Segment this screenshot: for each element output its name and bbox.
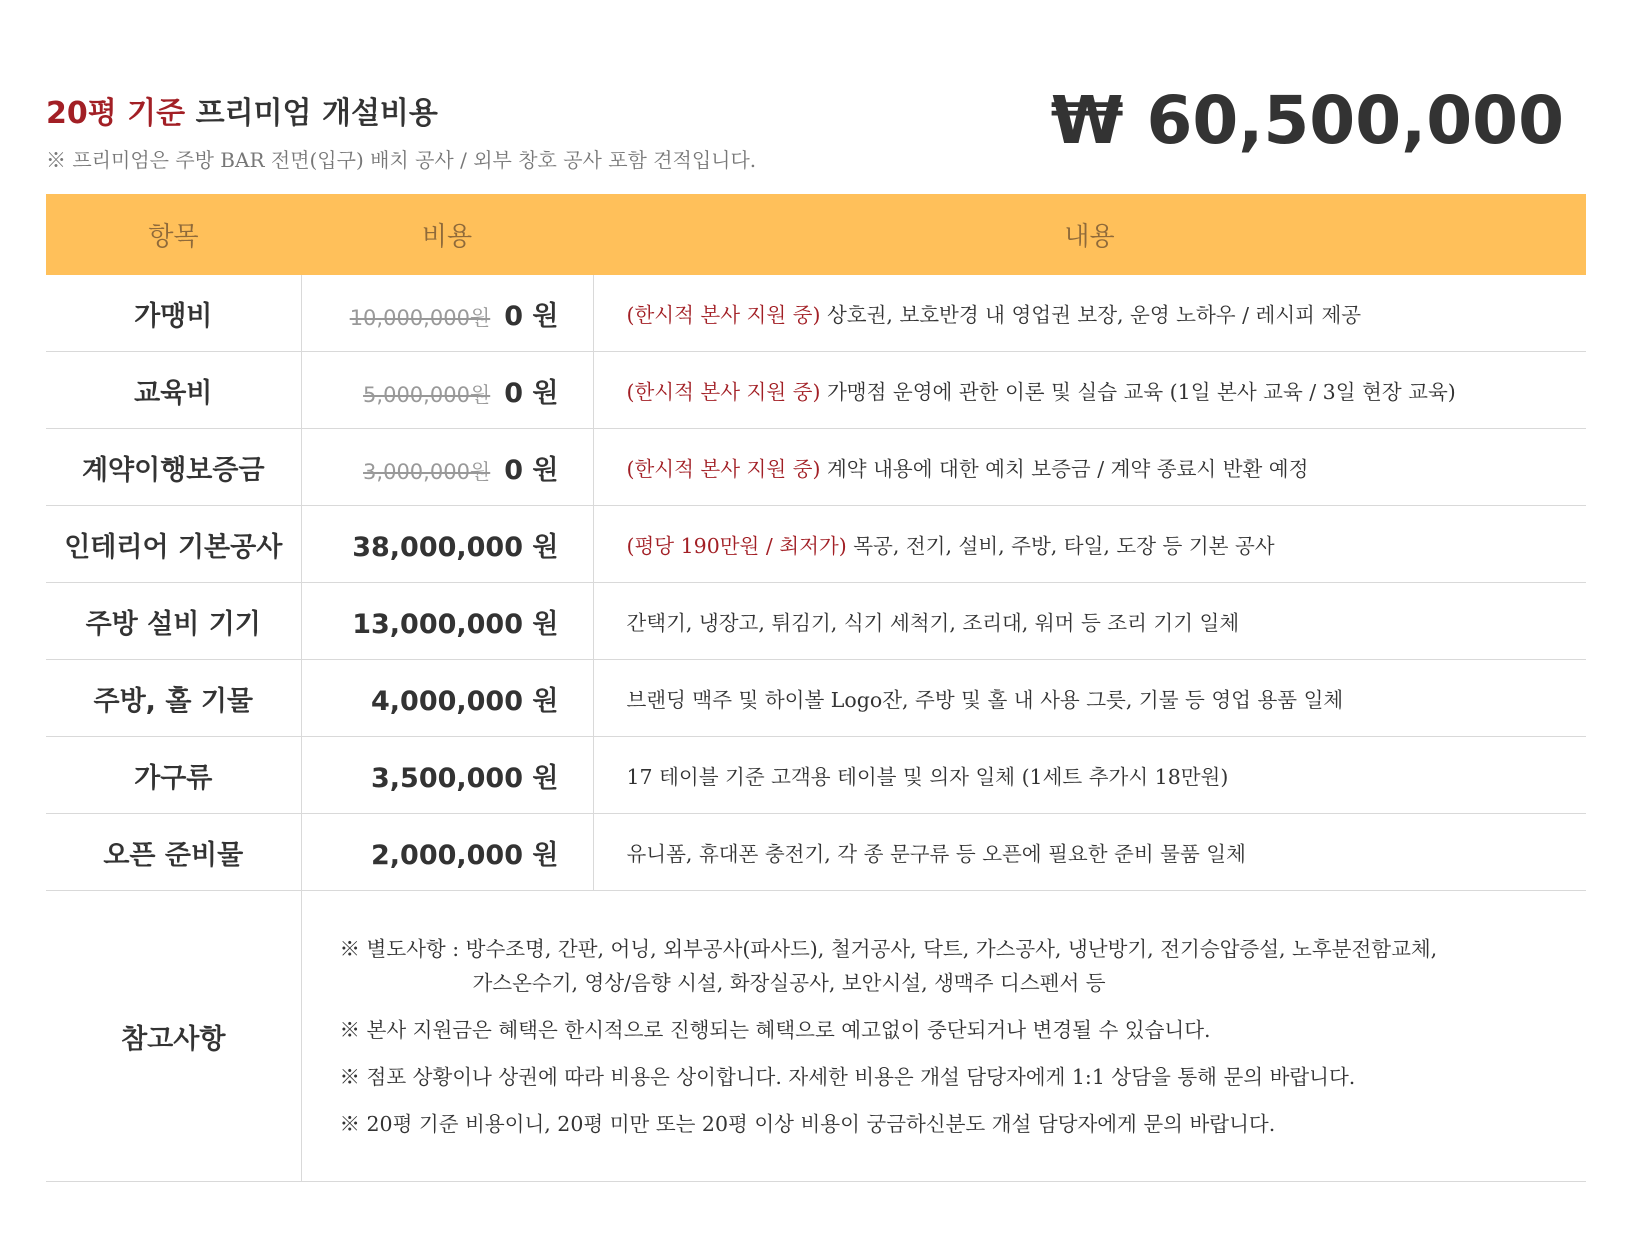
support-tag: (한시적 본사 지원 중) [626, 380, 821, 404]
page-subtitle: ※ 프리미엄은 주방 BAR 전면(입구) 배치 공사 / 외부 창호 공사 포함 견적입니다. [46, 148, 757, 172]
table-row [46, 814, 1586, 891]
header-cost: 비용 [301, 194, 593, 275]
row-content [593, 660, 1586, 737]
row-item: 오픈 준비물 [46, 814, 301, 891]
row-cost [301, 275, 593, 352]
row-content [593, 506, 1586, 583]
support-tag: (한시적 본사 지원 중) [626, 303, 821, 327]
row-content [593, 814, 1586, 891]
old-price: 10,000,000원 [349, 305, 491, 330]
price: 4,000,000 원 [370, 685, 559, 717]
row-content [593, 352, 1586, 429]
row-description: 17 테이블 기준 고객용 테이블 및 의자 일체 (1세트 추가시 18만원) [626, 765, 1229, 789]
row-description: 브랜딩 맥주 및 하이볼 Logo잔, 주방 및 홀 내 사용 그릇, 기물 등 영업 용품 일체 [626, 688, 1344, 712]
table-row [46, 429, 1586, 506]
cost-table [46, 194, 1586, 1182]
note-line: ※ 점포 상황이나 상권에 따라 비용은 상이합니다. 자세한 비용은 개설 담당자에게 1:1 상담을 통해 문의 바랍니다. [339, 1064, 1356, 1089]
table-row [46, 583, 1586, 660]
old-price: 5,000,000원 [363, 382, 491, 407]
row-item: 가구류 [46, 737, 301, 814]
table-row [46, 275, 1586, 352]
table-row [46, 352, 1586, 429]
row-description: 유니폼, 휴대폰 충전기, 각 종 문구류 등 오픈에 필요한 준비 물품 일체 [626, 842, 1246, 866]
row-description: 상호권, 보호반경 내 영업권 보장, 운영 노하우 / 레시피 제공 [827, 303, 1362, 327]
row-item: 가맹비 [46, 275, 301, 352]
page-title [46, 88, 438, 132]
notes-label: 참고사항 [46, 891, 301, 1182]
row-cost [301, 737, 593, 814]
header-item: 항목 [46, 194, 301, 275]
row-item: 교육비 [46, 352, 301, 429]
row-cost [301, 583, 593, 660]
page-header [46, 82, 1586, 178]
table-row [46, 506, 1586, 583]
price: 38,000,000 원 [352, 531, 559, 563]
row-item: 주방, 홀 기물 [46, 660, 301, 737]
row-item: 주방 설비 기기 [46, 583, 301, 660]
total-price: ₩ 60,500,000 [1050, 82, 1564, 159]
row-cost [301, 352, 593, 429]
row-description: 간택기, 냉장고, 튀김기, 식기 세척기, 조리대, 워머 등 조리 기기 일체 [626, 611, 1240, 635]
row-content [593, 275, 1586, 352]
header-content: 내용 [593, 194, 1586, 275]
note-line: ※ 20평 기준 비용이니, 20평 미만 또는 20평 이상 비용이 궁금하신분도 개설 담당자에게 문의 바랍니다. [339, 1111, 1276, 1136]
title-rest: 프리미엄 개설비용 [195, 96, 438, 131]
row-content [593, 583, 1586, 660]
notes-row [46, 891, 1586, 1182]
old-price: 3,000,000원 [363, 459, 491, 484]
note-line: ※ 별도사항 : 방수조명, 간판, 어닝, 외부공사(파사드), 철거공사, 닥트, 가스공사, 냉난방기, 전기승압증설, 노후분전함교체, [339, 936, 1438, 961]
price: 0 원 [504, 454, 559, 486]
support-tag: (한시적 본사 지원 중) [626, 457, 821, 481]
row-description: 가맹점 운영에 관한 이론 및 실습 교육 (1일 본사 교육 / 3일 현장 교육) [827, 380, 1456, 404]
notes-content [301, 891, 1586, 1182]
note-line: ※ 본사 지원금은 혜택은 한시적으로 진행되는 혜택으로 예고없이 중단되거나 변경될 수 있습니다. [339, 1017, 1211, 1042]
title-accent: 20평 기준 [46, 96, 186, 131]
price: 3,500,000 원 [370, 762, 559, 794]
row-cost [301, 506, 593, 583]
table-header [46, 194, 1586, 275]
price: 13,000,000 원 [352, 608, 559, 640]
row-cost [301, 660, 593, 737]
row-content [593, 429, 1586, 506]
note-line-continuation: 가스온수기, 영상/음향 시설, 화장실공사, 보안시설, 생맥주 디스펜서 등 [472, 970, 1106, 995]
table-row [46, 660, 1586, 737]
row-description: 목공, 전기, 설비, 주방, 타일, 도장 등 기본 공사 [853, 534, 1275, 558]
row-item: 계약이행보증금 [46, 429, 301, 506]
price: 0 원 [504, 300, 559, 332]
row-description: 계약 내용에 대한 예치 보증금 / 계약 종료시 반환 예정 [827, 457, 1309, 481]
row-cost [301, 814, 593, 891]
price-tag: (평당 190만원 / 최저가) [626, 534, 847, 558]
price: 2,000,000 원 [370, 839, 559, 871]
price: 0 원 [504, 377, 559, 409]
table-row [46, 737, 1586, 814]
row-content [593, 737, 1586, 814]
row-item: 인테리어 기본공사 [46, 506, 301, 583]
row-cost [301, 429, 593, 506]
